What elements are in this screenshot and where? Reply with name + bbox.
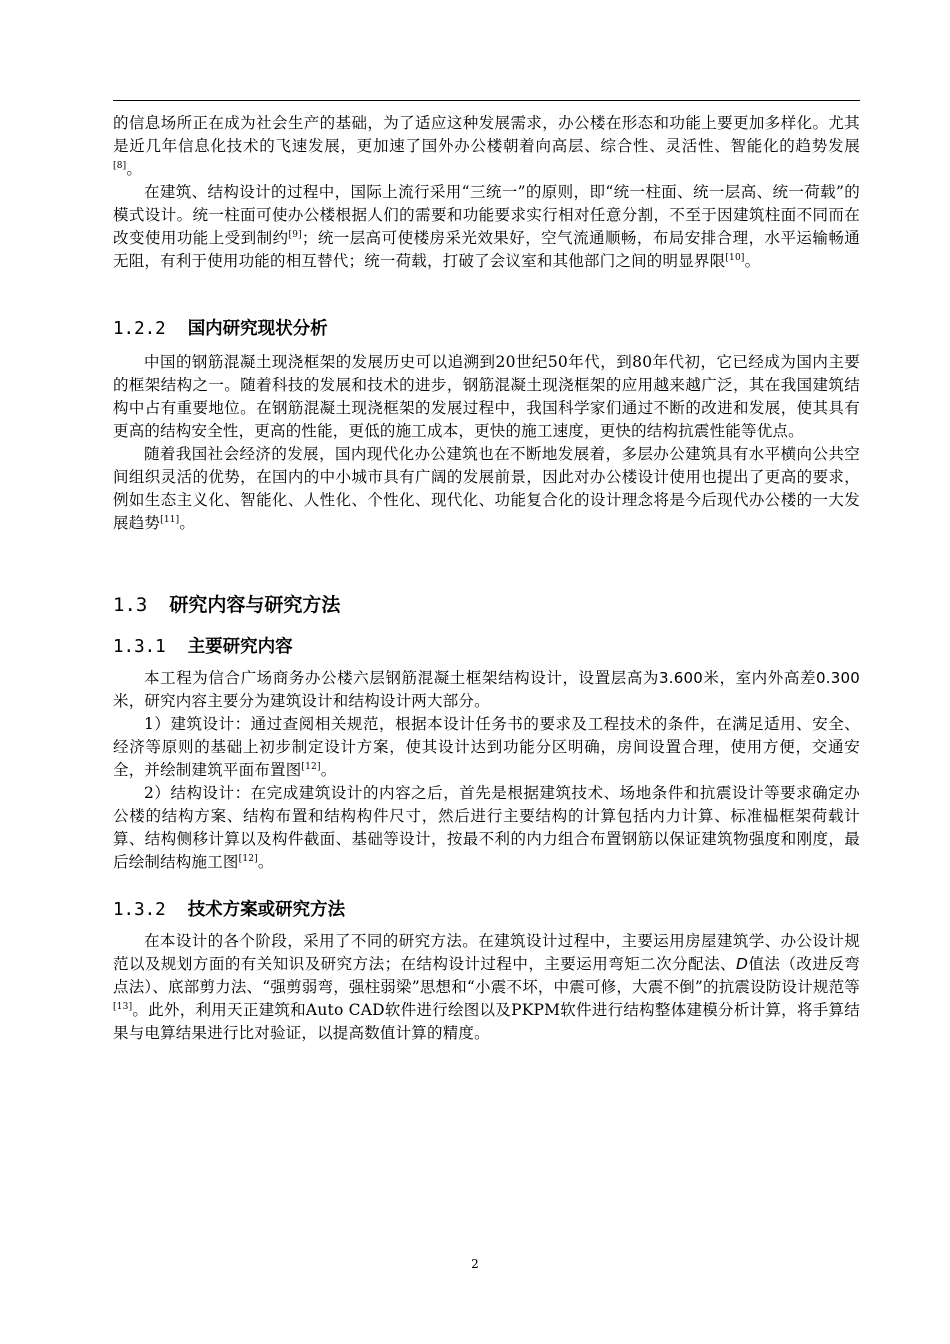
- s122-p2-text: 随着我国社会经济的发展，国内现代化办公建筑也在不断地发展着，多层办公建筑具有水平横向公共空间组织灵活的优势，在国内的中小城市具有广阔的发展前景，因此对办公楼设计使用也提出了更高的要求，例如生态主义化、智能化、人性化、个性化、现代化、功能复合化的设计理念将是今后现代办公楼的一大发展趋势: [113, 445, 860, 532]
- page-number: 2: [471, 1257, 479, 1271]
- heading-title: 主要研究内容: [187, 637, 293, 657]
- heading-1-3: [113, 590, 860, 617]
- citation-11: [11]: [160, 515, 180, 525]
- heading-number: 1.2.2: [113, 319, 166, 339]
- section-1-3-2-paragraph-1: [113, 930, 860, 1045]
- section-1-3-1-text: [113, 667, 860, 874]
- intro-p1-text: 的信息场所正在成为社会生产的基础，为了适应这种发展需求，办公楼在形态和功能上要更加多样化。尤其是近几年信息化技术的飞速发展，更加速了国外办公楼朝着向高层、综合性、灵活性、智能化的趋势发展: [113, 114, 860, 155]
- heading-title: 研究内容与研究方法: [169, 594, 341, 616]
- heading-1-3-1: [113, 633, 860, 658]
- intro-paragraph-2: [113, 181, 860, 273]
- section-1-3-1-paragraph-3: [113, 782, 860, 874]
- citation-9: [9]: [288, 230, 302, 240]
- floor-height-value: 3.600: [659, 669, 703, 687]
- section-1-2-2-paragraph-1: 中国的钢筋混凝土现浇框架的发展历史可以追溯到20世纪50年代，到80年代初，它已经成为国内主要的框架结构之一。随着科技的发展和技术的进步，钢筋混凝土现浇框架的应用越来越广泛，其在我国建筑结构中占有重要地位。在钢筋混凝土现浇框架的发展过程中，我国科学家们通过不断的改进和发展，使其具有更高的结构安全性，更高的性能，更低的施工成本，更快的施工速度，更快的结构抗震性能等优点。: [113, 353, 860, 440]
- s132-p1-a: 在本设计的各个阶段，采用了不同的研究方法。在建筑设计过程中，主要运用房屋建筑学、办公设计规范以及规划方面的有关知识及研究方法；在结构设计过程中，主要运用弯矩二次分配法、: [113, 932, 860, 973]
- citation-10: [10]: [725, 253, 745, 263]
- s132-p1-c: 。此外，利用天正建筑和Auto CAD软件进行绘图以及PKPM软件进行结构整体建模分析计算，将手算结果与电算结果进行比对验证，以提高数值计算的精度。: [113, 1001, 860, 1042]
- s131-p3-end: 。: [257, 853, 274, 871]
- intro-paragraph-1: [113, 112, 860, 181]
- section-1-3-2-text: [113, 930, 860, 1045]
- intro-p2-text-b: ；统一层高可使楼房采光效果好，空气流通顺畅，布局安排合理，水平运输畅通无阻，有利于使用功能的相互替代；统一荷载，打破了会议室和其他部门之间的明显界限: [113, 229, 860, 270]
- heading-number: 1.3.1: [113, 637, 166, 657]
- section-1-3-1-paragraph-2: [113, 713, 860, 782]
- section-1-3-1-paragraph-1: [113, 667, 860, 713]
- s132-p1-b: 值法（改进反弯点法）、底部剪力法、“强剪弱弯，强柱弱梁”思想和“小震不坏，中震可修，大震不倒”的抗震设防设计规范等: [113, 955, 860, 996]
- heading-title: 国内研究现状分析: [187, 319, 328, 339]
- heading-title: 技术方案或研究方法: [187, 900, 346, 920]
- citation-13: [13]: [113, 1002, 133, 1012]
- s131-p2-end: 。: [320, 761, 337, 779]
- heading-1-2-2: [113, 315, 860, 340]
- elevation-diff-value: 0.300: [816, 669, 860, 687]
- header-rule: [113, 100, 860, 101]
- citation-12: [12]: [301, 762, 321, 772]
- s131-p1-b: 米，室内外高差: [702, 669, 817, 687]
- citation-8: [8]: [113, 161, 127, 171]
- intro-p2-text-a: 在建筑、结构设计的过程中，国际上流行采用“三统一”的原则，即“统一柱面、统一层高、统一荷载”的模式设计。统一柱面可使办公楼根据人们的需要和功能要求实行相对任意分割，不至于因建筑柱面不同而在改变使用功能上受到制约: [113, 183, 860, 247]
- s131-p2-text: 1）建筑设计：通过查阅相关规范，根据本设计任务书的要求及工程技术的条件，在满足适用、安全、经济等原则的基础上初步制定设计方案，使其设计达到功能分区明确，房间设置合理，使用方便，交通安全，并绘制建筑平面布置图: [113, 715, 860, 779]
- heading-number: 1.3: [113, 594, 148, 616]
- d-value-variable: D: [736, 955, 749, 973]
- s122-p2-end: 。: [179, 514, 196, 532]
- intro-text-block: [113, 112, 860, 273]
- intro-p1-end: 。: [126, 160, 143, 178]
- citation-12b: [12]: [238, 854, 258, 864]
- heading-number: 1.3.2: [113, 900, 166, 920]
- section-1-2-2-text: [113, 351, 860, 535]
- heading-1-3-2: [113, 896, 860, 921]
- intro-p2-end: 。: [744, 252, 761, 270]
- section-1-2-2-paragraph-2: [113, 443, 860, 535]
- s131-p1-a: 本工程为信合广场商务办公楼六层钢筋混凝土框架结构设计，设置层高为: [144, 669, 660, 687]
- s131-p3-text: 2）结构设计：在完成建筑设计的内容之后，首先是根据建筑技术、场地条件和抗震设计等要求确定办公楼的结构方案、结构布置和结构构件尺寸，然后进行主要结构的计算包括内力计算、标准榀框架荷载计算、结构侧移计算以及构件截面、基础等设计，按最不利的内力组合布置钢筋以保证建筑物强度和刚度，最后绘制结构施工图: [113, 784, 860, 871]
- s131-p1-c: 米，研究内容主要分为建筑设计和结构设计两大部分。: [113, 692, 490, 710]
